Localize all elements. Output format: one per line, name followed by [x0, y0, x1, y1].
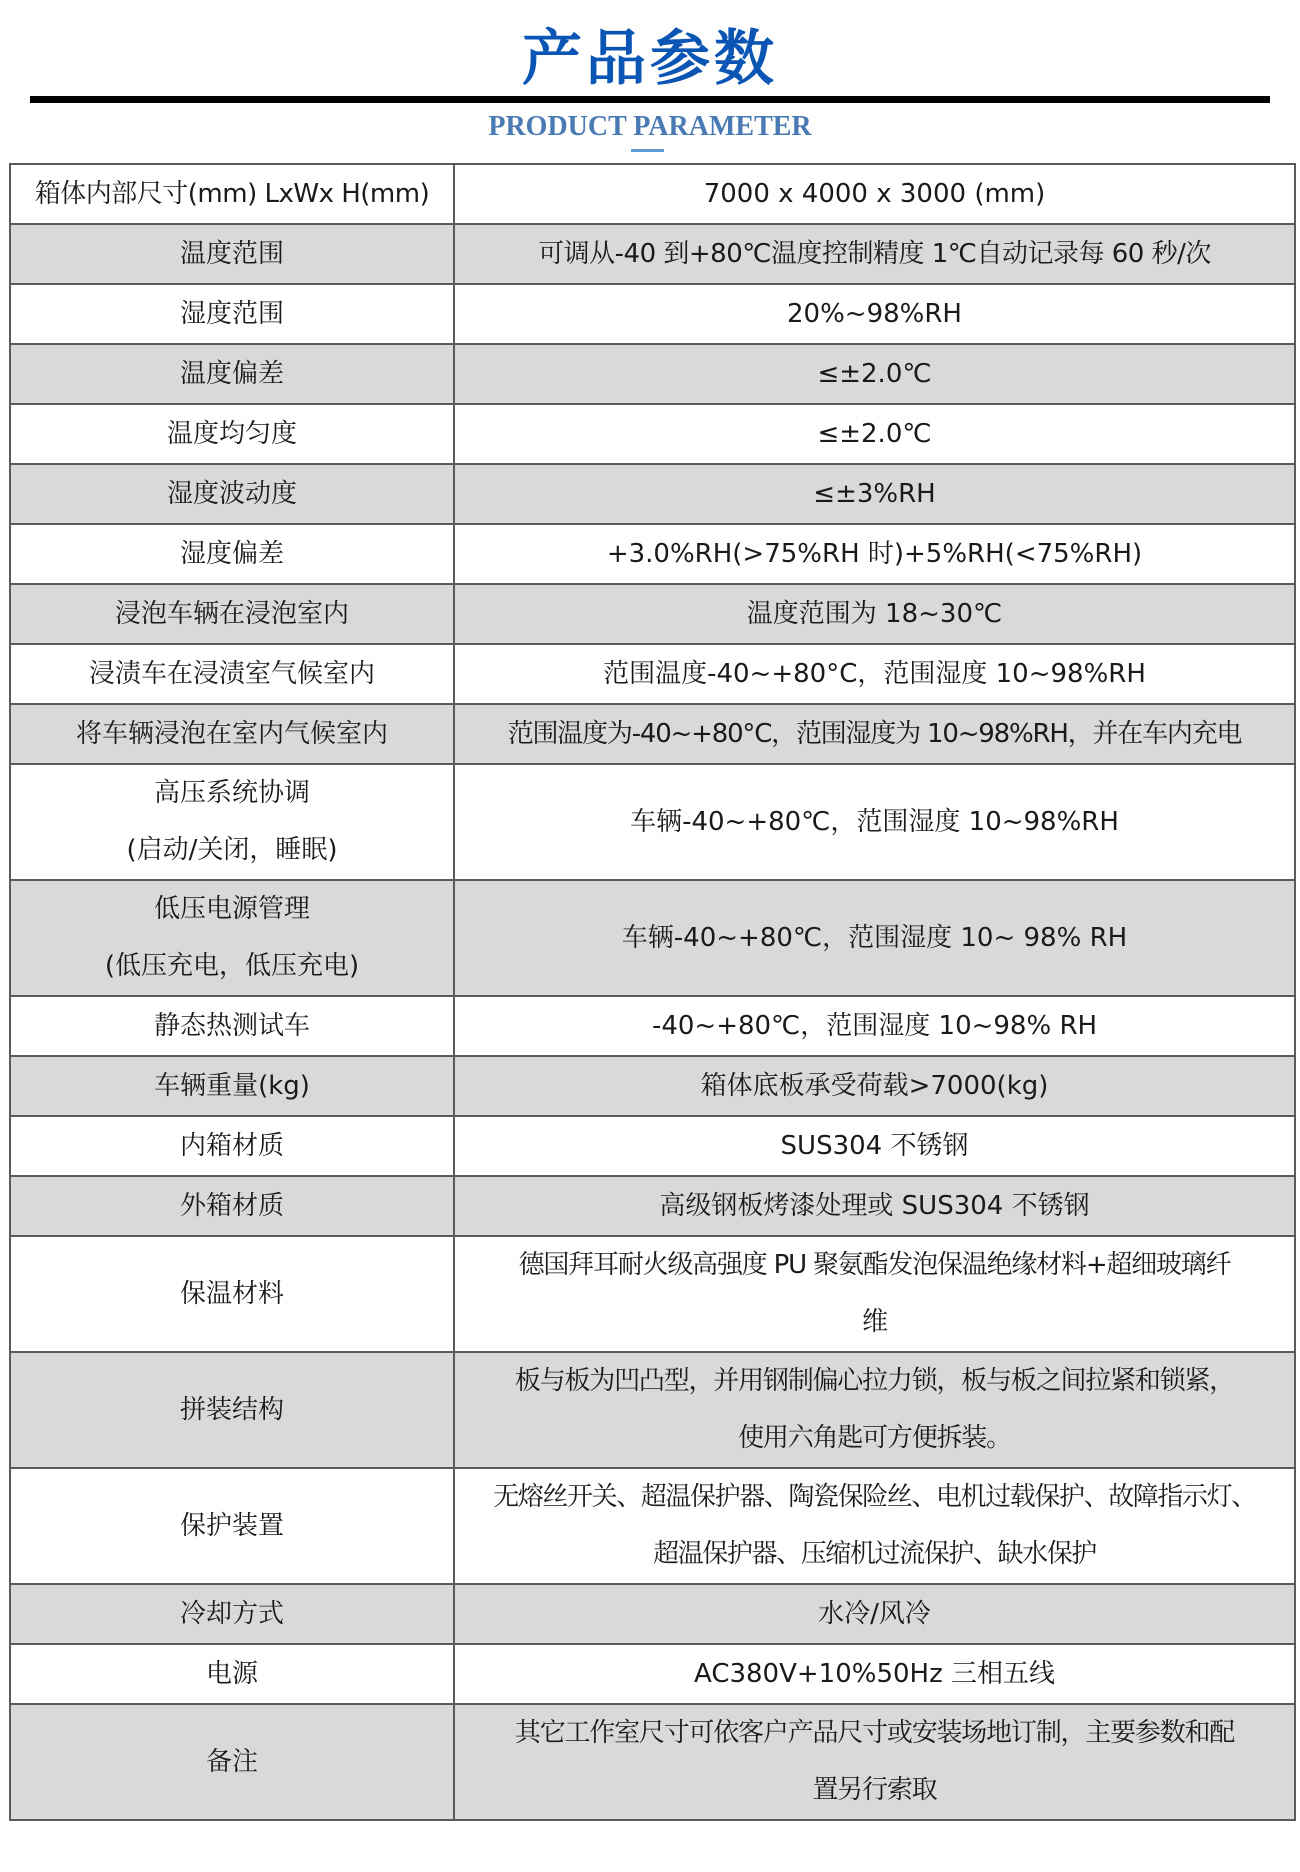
param-label: 冷却方式: [10, 1584, 454, 1644]
page-title: 产品参数: [522, 24, 778, 94]
param-label-line1: 低压电源管理: [153, 894, 310, 924]
param-label: 湿度偏差: [10, 524, 454, 584]
param-label-line1: 高压系统协调: [153, 778, 310, 808]
param-value-line1: 德国拜耳耐火级高强度 PU 聚氨酯发泡保温绝缘材料+超细玻璃纤: [518, 1250, 1231, 1280]
param-value-line2: 使用六角匙可方便拆装。: [738, 1423, 1011, 1453]
table-row-soak-vehicle: [10, 584, 1295, 644]
param-label: [10, 764, 454, 880]
param-label: 内箱材质: [10, 1116, 454, 1176]
param-label: 将车辆浸泡在室内气候室内: [10, 704, 454, 764]
param-label: 静态热测试车: [10, 996, 454, 1056]
table-row-cooling-method: [10, 1584, 1295, 1644]
table-row-temperature-range: [10, 224, 1295, 284]
param-value-line2: 置另行索取: [812, 1775, 937, 1805]
param-label: 箱体内部尺寸(mm) LxWx H(mm): [10, 164, 454, 224]
param-value: 可调从-40 到+80℃温度控制精度 1℃自动记录每 60 秒/次: [454, 224, 1295, 284]
param-value: ≤±3%RH: [454, 464, 1295, 524]
param-label: 温度偏差: [10, 344, 454, 404]
param-value: 箱体底板承受荷载>7000(kg): [454, 1056, 1295, 1116]
product-parameter-table: [9, 163, 1296, 1821]
table-row-insulation-material: [10, 1236, 1295, 1352]
param-value: -40~+80℃，范围湿度 10~98% RH: [454, 996, 1295, 1056]
table-row-soak-indoor-climate: [10, 704, 1295, 764]
param-label: 浸泡车辆在浸泡室内: [10, 584, 454, 644]
table-row-outer-material: [10, 1176, 1295, 1236]
param-value: 范围温度-40~+80°C，范围湿度 10~98%RH: [454, 644, 1295, 704]
param-value: SUS304 不锈钢: [454, 1116, 1295, 1176]
param-label: 备注: [10, 1704, 454, 1820]
param-value: 20%~98%RH: [454, 284, 1295, 344]
param-label: [10, 880, 454, 996]
param-label: 湿度范围: [10, 284, 454, 344]
param-label: 浸渍车在浸渍室气候室内: [10, 644, 454, 704]
title-divider: [30, 96, 1270, 103]
param-label: 温度范围: [10, 224, 454, 284]
param-value: [454, 1704, 1295, 1820]
table-row-high-voltage-coordination: [10, 764, 1295, 880]
table-row-inner-dimensions: [10, 164, 1295, 224]
param-value: 高级钢板烤漆处理或 SUS304 不锈钢: [454, 1176, 1295, 1236]
param-value-line2: 维: [862, 1307, 887, 1337]
table-row-temperature-deviation: [10, 344, 1295, 404]
param-label: 车辆重量(kg): [10, 1056, 454, 1116]
param-value-line1: 板与板为凹凸型，并用钢制偏心拉力锁，板与板之间拉紧和锁紧，: [514, 1366, 1235, 1396]
table-row-humidity-fluctuation: [10, 464, 1295, 524]
param-value: [454, 1236, 1295, 1352]
param-value-line1: 其它工作室尺寸可依客户产品尺寸或安装场地订制，主要参数和配: [514, 1718, 1235, 1748]
table-row-humidity-deviation: [10, 524, 1295, 584]
param-value: 温度范围为 18~30℃: [454, 584, 1295, 644]
table-row-power-supply: [10, 1644, 1295, 1704]
param-value: 车辆-40~+80℃，范围湿度 10~ 98% RH: [454, 880, 1295, 996]
table-row-static-thermal-test: [10, 996, 1295, 1056]
param-label: 保护装置: [10, 1468, 454, 1584]
table-row-vehicle-weight: [10, 1056, 1295, 1116]
param-label: 电源: [10, 1644, 454, 1704]
param-value: ≤±2.0℃: [454, 404, 1295, 464]
table-row-assembly-structure: [10, 1352, 1295, 1468]
param-value: 水冷/风冷: [454, 1584, 1295, 1644]
param-value: ≤±2.0℃: [454, 344, 1295, 404]
param-value-line2: 超温保护器、压缩机过流保护、缺水保护: [653, 1539, 1096, 1569]
param-value: 车辆-40~+80℃，范围湿度 10~98%RH: [454, 764, 1295, 880]
param-value: 7000 x 4000 x 3000 (mm): [454, 164, 1295, 224]
table-row-dip-vehicle: [10, 644, 1295, 704]
table-row-humidity-range: [10, 284, 1295, 344]
table-row-inner-material: [10, 1116, 1295, 1176]
param-label-line2: (低压充电，低压充电): [104, 951, 360, 981]
page-subtitle: PRODUCT PARAMETER: [488, 111, 812, 142]
param-value: AC380V+10%50Hz 三相五线: [454, 1644, 1295, 1704]
param-value: +3.0%RH(>75%RH 时)+5%RH(<75%RH): [454, 524, 1295, 584]
param-label: 外箱材质: [10, 1176, 454, 1236]
param-label: 保温材料: [10, 1236, 454, 1352]
param-value: [454, 1352, 1295, 1468]
table-row-temperature-uniformity: [10, 404, 1295, 464]
table-row-protection-devices: [10, 1468, 1295, 1584]
param-label: 温度均匀度: [10, 404, 454, 464]
subtitle-accent-bar: [631, 149, 664, 152]
param-label: 湿度波动度: [10, 464, 454, 524]
param-value-line1: 无熔丝开关、超温保护器、陶瓷保险丝、电机过载保护、故障指示灯、: [493, 1482, 1256, 1512]
table-row-low-voltage-power: [10, 880, 1295, 996]
table-row-remarks: [10, 1704, 1295, 1820]
param-label-line2: (启动/关闭，睡眠): [126, 835, 338, 865]
param-value: 范围温度为-40~+80°C，范围湿度为 10~98%RH，并在车内充电: [454, 704, 1295, 764]
param-value: [454, 1468, 1295, 1584]
param-label: 拼装结构: [10, 1352, 454, 1468]
